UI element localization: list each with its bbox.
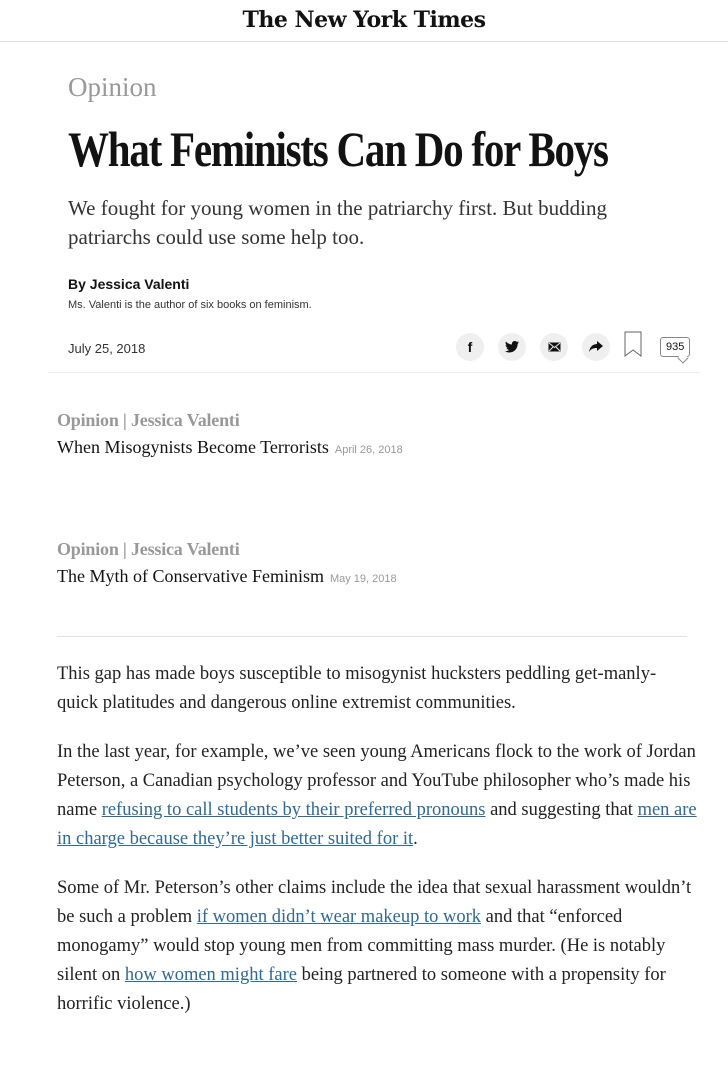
- comments-button[interactable]: 935: [660, 337, 690, 357]
- email-icon[interactable]: [540, 333, 568, 361]
- article-body: [57, 660, 697, 1039]
- author-bio: Ms. Valenti is the author of six books on feminism.: [68, 299, 312, 311]
- related-date: April 26, 2018: [334, 444, 403, 456]
- related-title-row: [57, 437, 403, 458]
- share-icon[interactable]: [582, 333, 610, 361]
- text: .: [413, 829, 418, 849]
- bookmark-icon[interactable]: [624, 331, 642, 362]
- share-tools: [456, 331, 690, 362]
- related-title[interactable]: The Myth of Conservative Feminism: [57, 566, 324, 586]
- twitter-icon[interactable]: [498, 333, 526, 361]
- related-title-row: [57, 566, 397, 587]
- link-makeup[interactable]: if women didn’t wear makeup to work: [196, 907, 482, 927]
- related-item[interactable]: [57, 410, 403, 458]
- divider: [57, 636, 687, 637]
- text: and suggesting that: [485, 800, 638, 820]
- facebook-icon[interactable]: f: [456, 333, 484, 361]
- text: and that “enforced monogamy” would stop young men from committing mass murder. (He is notably silent on: [57, 907, 666, 985]
- related-kicker: Opinion | Jessica Valenti: [57, 539, 240, 559]
- text: Some of Mr. Peterson’s other claims include the idea that sexual harassment wouldn’t be such a problem: [57, 878, 692, 927]
- divider: [48, 372, 700, 373]
- section-kicker[interactable]: Opinion: [68, 72, 157, 102]
- text: being partnered to someone with a propensity for horrific violence.): [57, 965, 666, 1014]
- text: In the last year, for example, we’ve seen young Americans flock to the work of Jordan Peterson, a Canadian psychology professor and YouTube philosopher who’s made his name: [57, 742, 696, 820]
- link-women-fare[interactable]: how women might fare: [124, 965, 297, 985]
- paragraph: [57, 738, 697, 854]
- summary: We fought for young women in the patriarchy first. But budding patriarchs could use some help too.: [68, 196, 607, 249]
- byline[interactable]: By Jessica Valenti: [68, 276, 190, 292]
- related-title[interactable]: When Misogynists Become Terrorists: [57, 437, 329, 457]
- related-item[interactable]: [57, 539, 397, 587]
- related-kicker: Opinion | Jessica Valenti: [57, 410, 240, 430]
- headline: What Feminists Can Do for Boys: [68, 121, 608, 177]
- paragraph: [57, 874, 697, 1019]
- link-men-in-charge[interactable]: men are in charge because they’re just better suited for it: [57, 800, 697, 849]
- nyt-logo[interactable]: The New York Times: [0, 0, 728, 42]
- publish-date: July 25, 2018: [68, 341, 146, 356]
- paragraph: This gap has made boys susceptible to misogynist hucksters peddling get-manly-quick platitudes and dangerous online extremist communities.: [57, 664, 657, 713]
- link-pronouns[interactable]: refusing to call students by their preferred pronouns: [101, 800, 486, 820]
- related-date: May 19, 2018: [329, 573, 397, 585]
